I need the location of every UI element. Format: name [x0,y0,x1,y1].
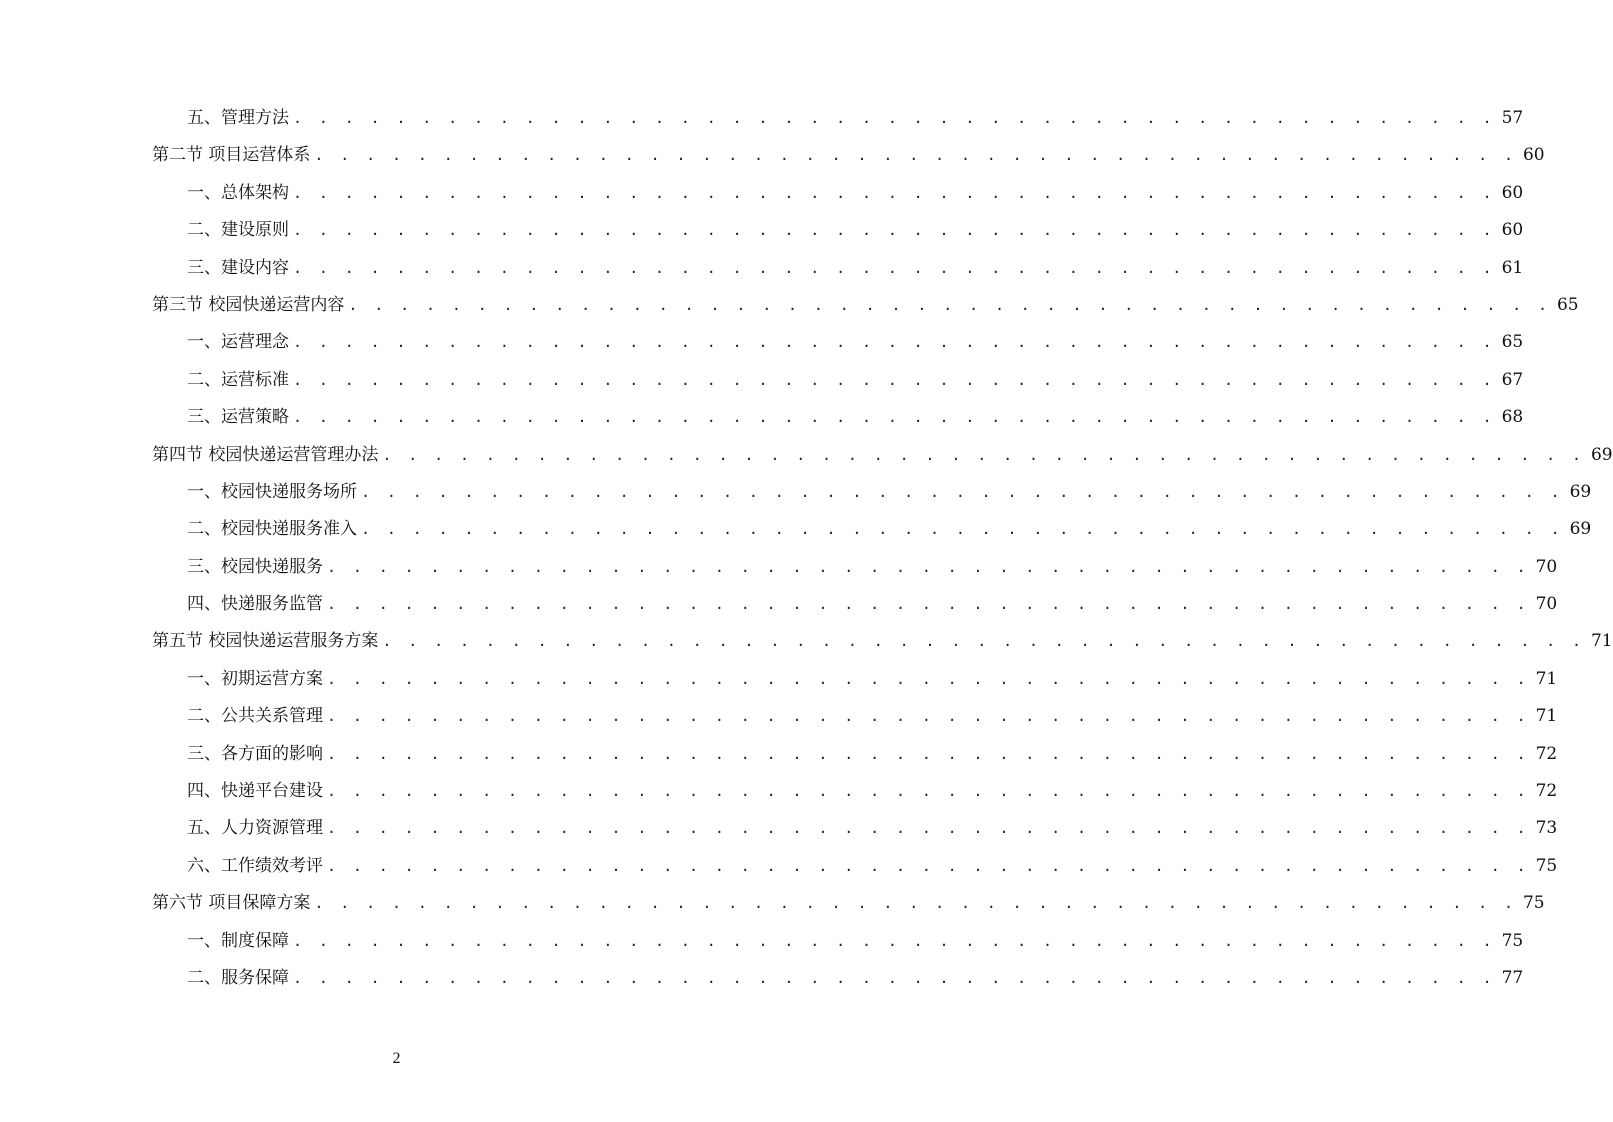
toc-entry-title: 六、工作绩效考评 [187,855,323,876]
toc-entry-title: 三、运营策略 [187,407,289,428]
toc-subsection-entry[interactable] [152,773,1558,810]
toc-entry-page-number: 72 [1535,781,1558,802]
toc-section-entry[interactable] [152,623,1613,660]
toc-subsection-entry[interactable] [152,698,1558,735]
toc-dot-leader: . . . . . . . . . . . . . . . . . . . . . . . . . . . . . . . . . . . . . . . . . . . . . . . [382,445,1585,464]
toc-subsection-entry[interactable] [152,399,1524,436]
toc-dot-leader: . . . . . . . . . . . . . . . . . . . . . . . . . . . . . . . . . . . . . . . . . . . . . . . [361,482,1564,501]
toc-entry-title: 一、制度保障 [187,930,289,951]
toc-section-entry[interactable] [152,287,1579,324]
toc-entry-title: 第六节 项目保障方案 [152,893,311,914]
toc-entry-page-number: 61 [1501,257,1524,278]
toc-entry-title: 第四节 校园快递运营管理办法 [152,444,379,465]
toc-dot-leader: . . . . . . . . . . . . . . . . . . . . . . . . . . . . . . . . . . . . . . . . . . . . . . . [293,109,1496,127]
toc-entry-title: 三、建设内容 [187,257,289,278]
toc-entry-page-number: 60 [1501,220,1524,241]
toc-entry-page-number: 75 [1501,930,1524,951]
toc-section-entry[interactable] [152,885,1545,922]
toc-dot-leader: . . . . . . . . . . . . . . . . . . . . . . . . . . . . . . . . . . . . . . . . . . . . . . . [293,258,1496,277]
toc-entry-title: 二、校园快递服务准入 [187,519,357,540]
toc-dot-leader: . . . . . . . . . . . . . . . . . . . . . . . . . . . . . . . . . . . . . . . . . . . . . . . [293,408,1496,427]
toc-entry-page-number: 57 [1501,108,1524,128]
toc-subsection-entry[interactable] [152,175,1524,212]
toc-entry-page-number: 71 [1535,706,1558,727]
toc-entry-title: 二、公共关系管理 [187,706,323,727]
toc-entry-page-number: 69 [1569,481,1592,502]
toc-entry-title: 三、校园快递服务 [187,556,323,577]
toc-entry-title: 五、管理方法 [187,108,289,128]
toc-entry-title: 二、服务保障 [187,967,289,988]
toc-dot-leader: . . . . . . . . . . . . . . . . . . . . . . . . . . . . . . . . . . . . . . . . . . . . . . . [314,146,1517,165]
toc-entry-page-number: 70 [1535,594,1558,615]
toc-entry-title: 二、运营标准 [187,369,289,390]
toc-entry-page-number: 65 [1501,332,1524,353]
toc-dot-leader: . . . . . . . . . . . . . . . . . . . . . . . . . . . . . . . . . . . . . . . . . . . . . . . [293,221,1496,240]
toc-subsection-entry[interactable] [152,810,1558,847]
toc-dot-leader: . . . . . . . . . . . . . . . . . . . . . . . . . . . . . . . . . . . . . . . . . . . . . . . [382,632,1585,651]
toc-subsection-entry[interactable] [152,511,1592,548]
toc-section-entry[interactable] [152,137,1545,174]
toc-entry-title: 二、建设原则 [187,220,289,241]
toc-entry-title: 三、各方面的影响 [187,743,323,764]
toc-dot-leader: . . . . . . . . . . . . . . . . . . . . . . . . . . . . . . . . . . . . . . . . . . . . . . . [327,782,1530,801]
toc-entry-title: 一、运营理念 [187,332,289,353]
toc-dot-leader: . . . . . . . . . . . . . . . . . . . . . . . . . . . . . . . . . . . . . . . . . . . . . . . [327,819,1530,838]
toc-subsection-entry[interactable] [152,736,1558,773]
toc-entry-page-number: 69 [1569,519,1592,540]
toc-section-entry[interactable] [152,437,1613,474]
toc-entry-title: 一、初期运营方案 [187,668,323,689]
toc-entry-title: 一、总体架构 [187,182,289,203]
toc-dot-leader: . . . . . . . . . . . . . . . . . . . . . . . . . . . . . . . . . . . . . . . . . . . . . . . [293,333,1496,352]
toc-subsection-entry[interactable] [152,474,1592,511]
toc-entry-title: 四、快递平台建设 [187,781,323,802]
toc-entry-title: 第三节 校园快递运营内容 [152,294,345,315]
toc-entry-page-number: 71 [1590,631,1613,652]
toc-subsection-entry[interactable] [152,848,1558,885]
toc-subsection-entry[interactable] [152,362,1524,399]
toc-subsection-entry[interactable] [152,960,1524,997]
toc-entry-title: 四、快递服务监管 [187,594,323,615]
toc-entry-title: 一、校园快递服务场所 [187,481,357,502]
toc-subsection-entry[interactable] [152,324,1524,361]
toc-dot-leader: . . . . . . . . . . . . . . . . . . . . . . . . . . . . . . . . . . . . . . . . . . . . . . . [327,557,1530,576]
toc-dot-leader: . . . . . . . . . . . . . . . . . . . . . . . . . . . . . . . . . . . . . . . . . . . . . . . [327,595,1530,614]
toc-entry-page-number: 70 [1535,556,1558,577]
toc-entry-title: 第二节 项目运营体系 [152,145,311,166]
toc-subsection-entry[interactable] [152,549,1558,586]
page-number: 2 [392,1050,401,1067]
toc-subsection-entry[interactable] [152,923,1524,960]
toc-dot-leader: . . . . . . . . . . . . . . . . . . . . . . . . . . . . . . . . . . . . . . . . . . . . . . . [348,295,1551,314]
toc-dot-leader: . . . . . . . . . . . . . . . . . . . . . . . . . . . . . . . . . . . . . . . . . . . . . . . [314,894,1517,913]
toc-dot-leader: . . . . . . . . . . . . . . . . . . . . . . . . . . . . . . . . . . . . . . . . . . . . . . . [327,856,1530,875]
toc-entry-title: 第五节 校园快递运营服务方案 [152,631,379,652]
toc-entry-page-number: 67 [1501,369,1524,390]
toc-entry-page-number: 71 [1535,668,1558,689]
toc-subsection-entry[interactable] [152,100,1524,137]
toc-entry-page-number: 60 [1522,145,1545,166]
toc-dot-leader: . . . . . . . . . . . . . . . . . . . . . . . . . . . . . . . . . . . . . . . . . . . . . . . [327,744,1530,763]
toc-dot-leader: . . . . . . . . . . . . . . . . . . . . . . . . . . . . . . . . . . . . . . . . . . . . . . . [327,669,1530,688]
toc-dot-leader: . . . . . . . . . . . . . . . . . . . . . . . . . . . . . . . . . . . . . . . . . . . . . . . [361,520,1564,539]
toc-entry-page-number: 75 [1535,855,1558,876]
toc-dot-leader: . . . . . . . . . . . . . . . . . . . . . . . . . . . . . . . . . . . . . . . . . . . . . . . [327,707,1530,726]
toc-entry-page-number: 68 [1501,407,1524,428]
toc-entry-page-number: 77 [1501,967,1524,988]
toc-dot-leader: . . . . . . . . . . . . . . . . . . . . . . . . . . . . . . . . . . . . . . . . . . . . . . . [293,968,1496,987]
toc-subsection-entry[interactable] [152,586,1558,623]
toc-dot-leader: . . . . . . . . . . . . . . . . . . . . . . . . . . . . . . . . . . . . . . . . . . . . . . . [293,183,1496,202]
toc-entry-title: 五、人力资源管理 [187,818,323,839]
toc-entry-page-number: 75 [1522,893,1545,914]
toc-entry-page-number: 60 [1501,182,1524,203]
toc-dot-leader: . . . . . . . . . . . . . . . . . . . . . . . . . . . . . . . . . . . . . . . . . . . . . . . [293,370,1496,389]
toc-entry-page-number: 65 [1556,294,1579,315]
toc-entry-page-number: 72 [1535,743,1558,764]
toc-dot-leader: . . . . . . . . . . . . . . . . . . . . . . . . . . . . . . . . . . . . . . . . . . . . . . . [293,931,1496,950]
table-of-contents [152,100,1613,997]
toc-subsection-entry[interactable] [152,212,1524,249]
toc-entry-page-number: 73 [1535,818,1558,839]
toc-subsection-entry[interactable] [152,250,1524,287]
toc-subsection-entry[interactable] [152,661,1558,698]
toc-entry-page-number: 69 [1590,444,1613,465]
